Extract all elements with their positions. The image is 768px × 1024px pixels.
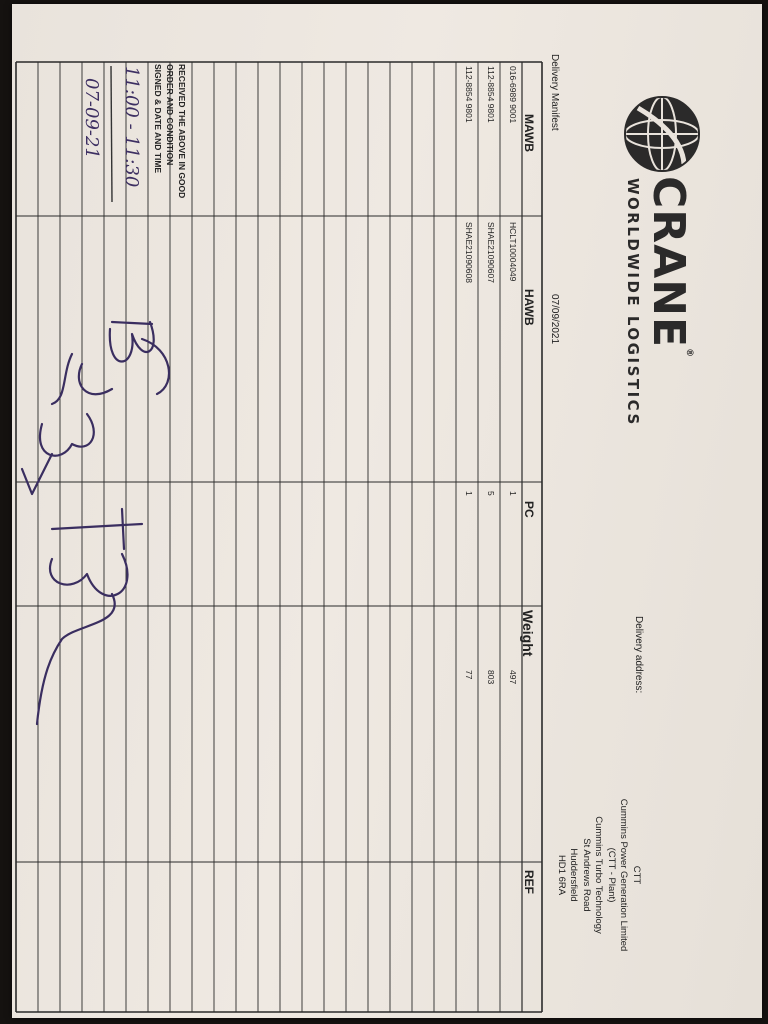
manifest-sheet [12,4,762,1018]
header-pc: PC [522,501,536,518]
cell-pc: 5 [486,491,496,496]
cell-mawb: 112-8854 9801 [486,66,496,123]
handwritten-time: 11:00 - 11:30 [121,66,142,188]
document-title: Delivery Manifest [549,54,560,131]
address-line: St Andrews Road [581,838,592,912]
cell-weight: 497 [508,670,518,685]
cell-pc: 1 [508,491,518,496]
address-line: Huddersfield [568,848,580,902]
cell-weight: 77 [464,670,474,680]
address-line: HD1 6RA [556,854,567,896]
delivery-code: CTT [631,865,642,885]
handwritten-signature [12,294,182,774]
header-mawb: MAWB [522,114,536,152]
manifest-paper [12,4,762,1018]
cell-mawb: 016-6989 9001 [508,66,518,124]
logo-wordmark: CRANE® [643,176,694,359]
address-line: Cummins Turbo Technology [593,816,605,934]
cell-pc: 1 [464,491,474,496]
header-ref: REF [522,870,536,894]
cell-weight: 803 [486,670,496,685]
receipt-statement: RECEIVED THE ABOVE IN GOOD ORDER AND CONDITION SIGNED & DATE AND TIME [153,64,187,199]
cell-hawb: HCLT10004049 [508,222,518,282]
header-weight: Weight [520,610,536,657]
handwritten-date: 07-09-21 [81,78,102,159]
logo-subtitle: WORLDWIDE LOGISTICS [624,178,642,427]
cell-hawb: SHAE21090607 [486,222,496,283]
document-date: 07/09/2021 [549,294,560,345]
header-hawb: HAWB [522,289,536,326]
signature-underline [108,64,114,204]
cell-hawb: SHAE21090608 [464,222,474,283]
address-line: Cummins Power Generation Limited (CTT - Plant) [606,798,630,952]
cell-mawb: 112-8854 9801 [464,66,474,123]
delivery-address-label: Delivery address: [633,616,644,694]
